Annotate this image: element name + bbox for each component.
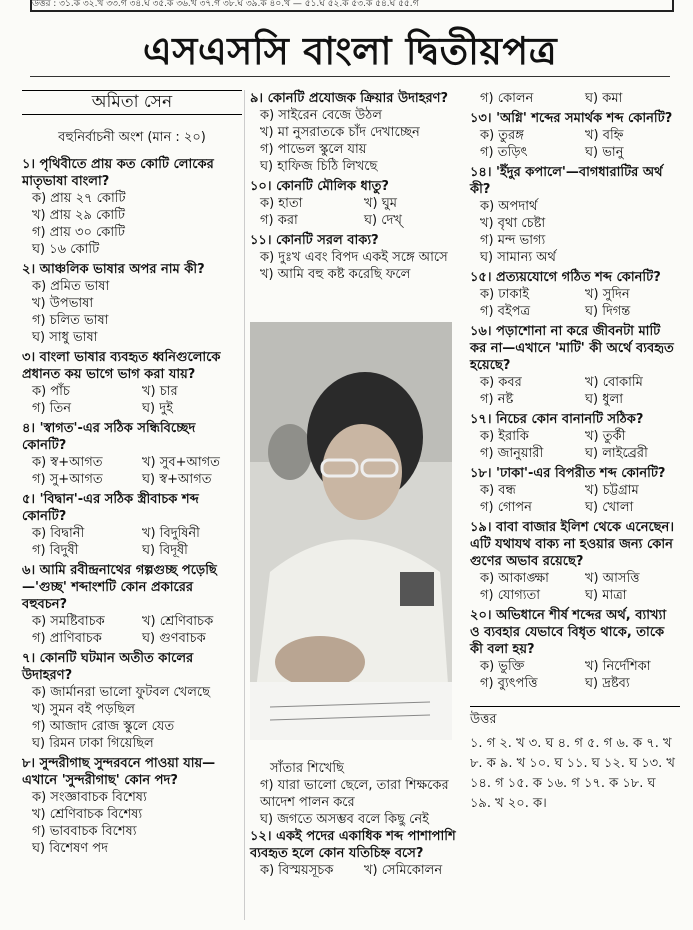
question-text: ৯। কোনটি প্রযোজক ক্রিয়ার উদাহরণ? <box>250 91 449 106</box>
option: খ) উপভাষা <box>32 296 94 311</box>
option: ঘ) স্ব+আগত <box>142 472 212 487</box>
question-text: ১৭। নিচের কোন বানানটি সঠিক? <box>470 412 644 427</box>
option: ঘ) হাফিজ চিঠি লিখছে <box>260 159 378 174</box>
question-block <box>22 349 242 417</box>
question-block <box>22 562 242 647</box>
option: ক) বিদ্বানী <box>32 526 85 541</box>
option: ঘ) গুণবাচক <box>142 631 206 646</box>
option: গ) প্রায় ৩০ কোটি <box>32 225 125 240</box>
option: ক) তুরঙ্গ <box>480 128 524 143</box>
header-strip: উত্তর : ৩১.ক ৩২.খ ৩৩.গ ৩৪.ঘ ৩৫.ক ৩৬.খ ৩৭.গ ৩৮.ঘ ৩৯.ক ৪০.খ — ৫১.ঘ ৫২.ক ৫৩.ক ৫৪.ঘ ৫৫.গ <box>30 0 674 12</box>
answers-text: ১. গ ২. খ ৩. ঘ ৪. গ ৫. গ ৬. ক ৭. খ ৮. ক ৯. খ ১০. ঘ ১১. ঘ ১২. ঘ ১৩. খ ১৪. গ ১৫. ক ১৬. গ ১৭. ক ১৮. ঘ ১৯. খ ২০. ক। <box>470 736 675 811</box>
option-row <box>470 303 680 320</box>
option: গ) যারা ভালো ছেলে, তারা শিক্ষকের আদেশ পালন করে <box>260 778 449 810</box>
continuation-text: সাঁতার শিখেছি <box>270 761 344 776</box>
question-text: ৭। কোনটি ঘটমান অতীত কালের উদাহরণ? <box>22 651 194 683</box>
option: গ) প্রাণিবাচক <box>32 631 102 646</box>
option-row <box>22 454 242 471</box>
option: ক) বিস্ময়সূচক <box>260 863 334 878</box>
question-text: ২০। অভিধানে শীর্ষ শব্দের অর্থ, ব্যাখ্যা ও ব্যবহার যেভাবে বিধৃত থাকে, তাকে কী বলা হয়? <box>470 608 667 657</box>
question-text: ১। পৃথিবীতে প্রায় কত কোটি লোকের মাতৃভাষা বাংলা? <box>22 157 214 189</box>
option: খ) সুমন বই পড়ছিল <box>32 702 135 717</box>
option-row <box>470 570 680 587</box>
option: গ) কোলন <box>480 91 534 106</box>
question-block <box>22 650 242 752</box>
column-middle-bottom <box>250 760 458 879</box>
option: গ) তড়িৎ <box>480 145 528 160</box>
option-row <box>250 212 458 229</box>
question-block <box>470 411 680 462</box>
option: খ) প্রায় ২৯ কোটি <box>32 208 125 223</box>
option-row <box>250 195 458 212</box>
question-block <box>470 110 680 161</box>
option: ঘ) বিশেষণ পদ <box>32 841 108 856</box>
question-text: ১০। কোনটি মৌলিক ধাতু? <box>250 179 389 194</box>
question-text: ১৩। 'অগ্নি' শব্দের সমার্থক শব্দ কোনটি? <box>470 111 673 126</box>
option: ঘ) সামান্য অর্থ <box>480 250 556 265</box>
option-row <box>22 400 242 417</box>
option-row <box>470 445 680 462</box>
option-row <box>22 471 242 488</box>
option: খ) বৃথা চেষ্টা <box>480 216 546 231</box>
option: গ) আজাদ রোজ স্কুলে যেত <box>32 719 175 734</box>
title-divider <box>30 76 670 77</box>
option: ঘ) দেখ্ <box>364 213 402 228</box>
option: গ) বইপত্র <box>480 304 531 319</box>
column-middle <box>250 90 458 286</box>
question-block <box>250 232 458 283</box>
option: খ) বহ্নি <box>585 128 624 143</box>
option: ঘ) ভানু <box>585 145 624 160</box>
option: ক) অপদার্থ <box>480 199 538 214</box>
column-left <box>22 90 242 860</box>
option: ঘ) দিগন্ত <box>585 304 631 319</box>
option-row <box>470 499 680 516</box>
option: ক) সাইরেন বেজে উঠল <box>260 108 382 123</box>
option-row <box>470 587 680 604</box>
question-block <box>250 178 458 229</box>
question-list-left <box>22 156 242 857</box>
question-block <box>470 269 680 320</box>
question-block <box>470 607 680 692</box>
option: গ) সু+আগত <box>32 472 103 487</box>
option: ক) ইরাকি <box>480 429 529 444</box>
option: খ) আসত্তি <box>585 571 640 586</box>
option: ক) সমষ্টিবাচক <box>32 614 105 629</box>
question-text: ৪। 'স্বাগত'-এর সঠিক সন্ধিবিচ্ছেদ কোনটি? <box>22 421 196 453</box>
option-row <box>470 428 680 445</box>
question-list-middle <box>250 90 458 283</box>
question-block <box>22 261 242 346</box>
option-row <box>470 675 680 692</box>
option: গ) পাভেল স্কুলে যায় <box>260 142 367 157</box>
option-row <box>470 658 680 675</box>
option: ঘ) ধুলা <box>585 392 623 407</box>
option: গ) যোগ্যতা <box>480 588 541 603</box>
option: গ) বিদুষী <box>32 543 79 558</box>
option: খ) শ্রেণিবাচক <box>142 614 214 629</box>
option: গ) নষ্ট <box>480 392 514 407</box>
option: ঘ) ১৬ কোটি <box>32 242 100 257</box>
option: ক) স্ব+আগত <box>32 455 103 470</box>
option-row <box>22 613 242 630</box>
question-block <box>470 323 680 408</box>
option: খ) ঘুম <box>364 196 397 211</box>
option: ক) জার্মানরা ভালো ফুটবল খেলছে <box>32 685 211 700</box>
question-block <box>470 90 680 107</box>
question-block <box>470 465 680 516</box>
question-list-right <box>470 90 680 692</box>
option-row <box>22 525 242 542</box>
question-block <box>22 156 242 258</box>
question-text: ১২। একই পদের একাধিক শব্দ পাশাপাশি ব্যবহৃত হলে কোন যতিচিহ্ন বসে? <box>250 829 456 861</box>
option: গ) তিন <box>32 401 71 416</box>
column-divider <box>244 90 245 920</box>
option-row <box>22 630 242 647</box>
option: গ) জানুয়ারী <box>480 446 544 461</box>
question-block <box>22 420 242 488</box>
option: খ) চার <box>142 384 178 399</box>
question-text: ৩। বাংলা ভাষার ব্যবহৃত ধ্বনিগুলোকে প্রধানত কয় ভাগে ভাগ করা যায়? <box>22 350 221 382</box>
question-text: ১১। কোনটি সরল বাক্য? <box>250 233 379 248</box>
option: খ) বিদুষিনী <box>142 526 200 541</box>
option-row <box>470 144 680 161</box>
option: গ) করা <box>260 213 298 228</box>
question-block <box>470 164 680 266</box>
option: ক) হাতা <box>260 196 303 211</box>
option: ঘ) দুই <box>142 401 173 416</box>
option: ক) প্রায় ২৭ কোটি <box>32 191 126 206</box>
student-writing-photo <box>250 322 452 740</box>
option: খ) শ্রেণিবাচক বিশেষ্য <box>32 807 143 822</box>
question-text: ১৮। 'ঢাকা'-এর বিপরীত শব্দ কোনটি? <box>470 466 666 481</box>
option: খ) মা নুসরাতকে চাঁদ দেখাচ্ছেন <box>260 125 420 140</box>
option: খ) তুর্কী <box>585 429 626 444</box>
option: ঘ) লাইব্রেরী <box>585 446 648 461</box>
option: ক) পাঁচ <box>32 384 70 399</box>
option: খ) বোকামি <box>585 375 643 390</box>
question-block <box>22 755 242 857</box>
option: খ) চট্টগ্রাম <box>585 483 639 498</box>
question-text: ৬। আমি রবীন্দ্রনাথের গল্পগুচ্ছ পড়েছি—'গুচ্ছ' শব্দাংশটি কোন প্রকারের বহুবচন? <box>22 563 217 612</box>
option: ক) কবর <box>480 375 522 390</box>
page-title: এসএসসি বাংলা দ্বিতীয়পত্র <box>142 29 558 73</box>
question-text: ১৯। বাবা বাজার ইলিশ থেকে এনেছেন। এটি যথাযথ বাক্য না হওয়ার জন্য কোন গুণের অভাব রয়েছে? <box>470 520 674 569</box>
option: ক) প্রমিত ভাষা <box>32 279 110 294</box>
question-text: ২। আঞ্চলিক ভাষার অপর নাম কী? <box>22 262 205 277</box>
option-row <box>250 862 458 879</box>
option-row <box>470 286 680 303</box>
question-block <box>470 519 680 604</box>
question-text: ১৫। প্রত্যয়যোগে গঠিত শব্দ কোনটি? <box>470 270 661 285</box>
section-heading: বহুনির্বাচনী অংশ (মান : ২০) <box>58 130 206 145</box>
question-text: ৮। সুন্দরীগাছ সুন্দরবনে পাওয়া যায়—এখানে 'সুন্দরীগাছ' কোন পদ? <box>22 756 216 788</box>
question-text: ১৪। 'ইঁদুর কপালে'—বাগধারাটির অর্থ কী? <box>470 165 663 197</box>
option-row <box>470 482 680 499</box>
photo-illustration <box>250 322 452 740</box>
question-text: ১৬। পড়াশোনা না করে জীবনটা মাটি কর না—এখানে 'মাটি' কী অর্থে ব্যবহৃত হয়েছে? <box>470 324 674 373</box>
option-row <box>470 391 680 408</box>
option: ক) দুঃখ এবং বিপদ একই সঙ্গে আসে <box>260 250 448 265</box>
author-name: অমিতা সেন <box>22 90 242 115</box>
option: ঘ) সাধু ভাষা <box>32 330 98 345</box>
option-row <box>470 374 680 391</box>
option: ঘ) রিমন ঢাকা গিয়েছিল <box>32 736 154 751</box>
option: গ) গোপন <box>480 500 532 515</box>
option: ক) সংজ্ঞাবাচক বিশেষ্য <box>32 790 147 805</box>
option: খ) সুদিন <box>585 287 630 302</box>
option: গ) ভাববাচক বিশেষ্য <box>32 824 137 839</box>
question-block <box>22 491 242 559</box>
option-row <box>22 383 242 400</box>
option: ঘ) দ্রষ্টব্য <box>585 676 630 691</box>
option: খ) সুব+আগত <box>142 455 220 470</box>
option: ক) ঢাকাই <box>480 287 530 302</box>
option: ঘ) জগতে অসম্ভব বলে কিছু নেই <box>260 812 429 827</box>
option: ঘ) কমা <box>585 91 623 106</box>
option: গ) চলিত ভাষা <box>32 313 109 328</box>
option-row <box>22 542 242 559</box>
option: ঘ) বিদূষী <box>142 543 188 558</box>
option: খ) সেমিকোলন <box>364 863 443 878</box>
option: গ) ব্যুৎপত্তি <box>480 676 538 691</box>
option: ক) ভুক্তি <box>480 659 525 674</box>
option: ঘ) মাত্রা <box>585 588 627 603</box>
column-right <box>470 90 680 814</box>
option-row <box>470 90 680 107</box>
question-text: ৫। 'বিদ্বান'-এর সঠিক স্ত্রীবাচক শব্দ কোনটি? <box>22 492 199 524</box>
option: ক) আকাঙ্ক্ষা <box>480 571 549 586</box>
question-list-middle-bottom <box>250 777 458 879</box>
option: খ) নির্দেশিকা <box>585 659 651 674</box>
option: ঘ) খোলা <box>585 500 634 515</box>
question-block <box>250 90 458 175</box>
option: খ) আমি বহু কষ্ট করেছি ফলে <box>260 267 411 282</box>
answers-heading: উত্তর <box>470 706 680 728</box>
option-row <box>470 127 680 144</box>
option: গ) মন্দ ভাগ্য <box>480 233 546 248</box>
option: ক) বন্ধ <box>480 483 516 498</box>
